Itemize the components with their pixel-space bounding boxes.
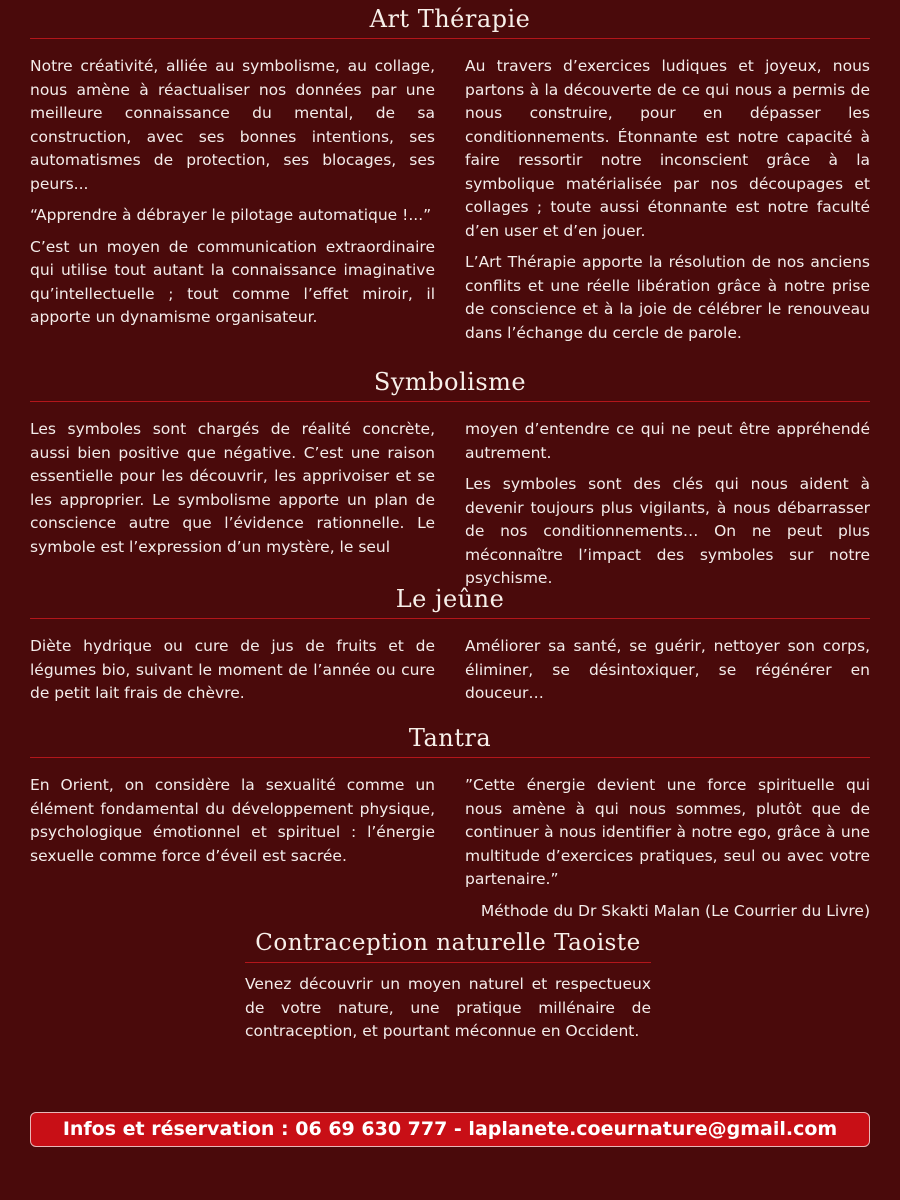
paragraph: moyen d’entendre ce qui ne peut être appréhendé autrement. [465,420,870,462]
paragraph: Notre créativité, alliée au symbolisme, au collage, nous amène à réactualiser nos données par une meilleure connaissance du mental, de sa construction, avec ses bonnes intentions, ses automatismes de protection, ses blocages, ses peurs... [30,57,435,193]
section-divider [30,618,870,619]
section-divider [30,757,870,758]
section-divider [30,38,870,39]
section-title-le-jeune: Le jeûne [395,585,505,613]
tantra-right-column [465,774,870,931]
section-le-jeune [30,584,870,702]
quote: “Apprendre à débrayer le pilotage automatique !...” [30,206,432,224]
quote: ”Cette énergie devient une force spirituelle qui nous amène à qui nous sommes, plutôt que de continuer à nous identifier à notre ego, grâce à une multitude d’exercices pratiques, seul ou avec votre partenaire.” [465,776,870,888]
paragraph: Au travers d’exercices ludiques et joyeux, nous partons à la découverte de ce qui nous a permis de nous construire, pour en dépasser les conditionnements. Étonnante est notre capacité à faire ressortir notre inconscient grâce à la symbolique matérialisée par nos découpages et collages ; toute aussi étonnante est notre faculté d’en user et d’en jouer. [465,57,870,240]
le-jeune-left-column [30,635,435,714]
paragraph: En Orient, on considère la sexualité comme un élément fondamental du développement physique, psychologique émotionnel et spirituel : l’énergie sexuelle comme force d’éveil est sacrée. [30,776,435,865]
symbolisme-right-column [465,418,870,599]
art-therapie-left-column [30,55,435,338]
paragraph: Les symboles sont chargés de réalité concrète, aussi bien positive que négative. C’est une raison essentielle pour les découvrir, les apprivoiser et se les approprier. Le symbolisme apporte un plan de conscience autre que l’évidence rationnelle. Le symbole est l’expression d’un mystère, le seul [30,420,435,556]
section-contraception [245,928,651,1044]
paragraph: Améliorer sa santé, se guérir, nettoyer son corps, éliminer, se désintoxiquer, se régénérer en douceur… [465,637,870,702]
paragraph: L’Art Thérapie apporte la résolution de nos anciens conflits et une réelle libération grâce à notre prise de conscience et à la joie de célébrer le renouveau dans l’échange du cercle de parole. [465,253,870,342]
section-divider [30,401,870,402]
symbolisme-left-column [30,418,435,567]
paragraph: Venez découvrir un moyen naturel et respectueux de votre nature, une pratique millénaire de contraception, et pourtant méconnue en Occident. [245,975,651,1040]
contact-banner: Infos et réservation : 06 69 630 777 - laplanete.coeurnature@gmail.com [30,1112,870,1147]
section-title-tantra: Tantra [408,724,492,752]
section-symbolisme [30,367,870,587]
citation: Méthode du Dr Skakti Malan (Le Courrier du Livre) [480,901,870,920]
le-jeune-right-column [465,635,870,714]
section-art-therapie [30,4,870,342]
paragraph: Les symboles sont des clés qui nous aident à devenir toujours plus vigilants, à nous débarrasser de nos conditionnements… On ne peut plus méconnaître l’impact des symboles sur notre psychisme. [465,475,870,587]
section-title-symbolisme: Symbolisme [373,368,527,396]
paragraph: C’est un moyen de communication extraordinaire qui utilise tout autant la connaissance imaginative qu’intellectuelle ; tout comme l’effet miroir, il apporte un dynamisme organisateur. [30,237,435,326]
tantra-left-column [30,774,435,876]
section-title-art-therapie: Art Thérapie [369,5,531,33]
paragraph: Diète hydrique ou cure de jus de fruits et de légumes bio, suivant le moment de l’année ou cure de petit lait frais de chèvre. [30,637,435,702]
section-title-contraception: Contraception naturelle Taoiste [255,930,641,956]
section-divider [245,962,651,963]
art-therapie-right-column [465,55,870,353]
section-tantra [30,723,870,920]
